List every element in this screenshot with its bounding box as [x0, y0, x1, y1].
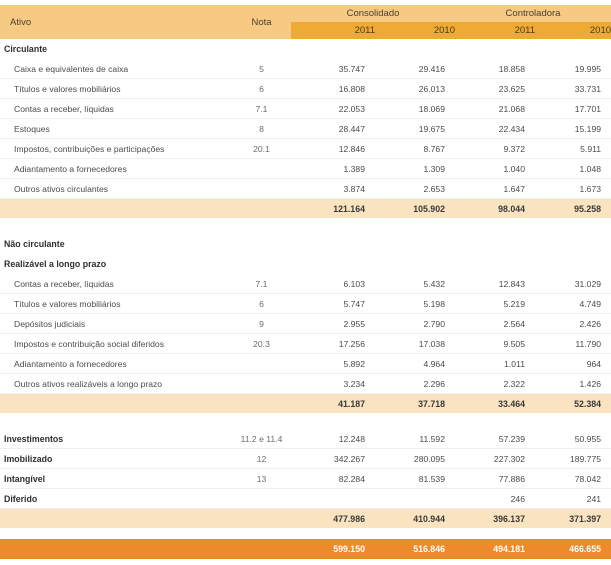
- row-value-1: 2.296: [375, 374, 455, 394]
- row-value-0: 16.808: [291, 79, 375, 99]
- row-label: Impostos e contribuição social diferidos: [0, 334, 232, 354]
- row-value-0: 22.053: [291, 99, 375, 119]
- row-label: Outros ativos realizáveis a longo prazo: [0, 374, 232, 394]
- row-value-0: 5.747: [291, 294, 375, 314]
- row-nota: 12: [232, 449, 291, 469]
- row-value-3: 5.911: [535, 139, 611, 159]
- row-value-2: 77.886: [455, 469, 535, 489]
- row-value-3: 964: [535, 354, 611, 374]
- row-value-2: 12.843: [455, 274, 535, 294]
- table-row: [0, 334, 611, 354]
- row-value-0: 3.874: [291, 179, 375, 199]
- subtotal-label: [0, 509, 232, 529]
- table-row: [0, 139, 611, 159]
- row-value-1: 18.069: [375, 99, 455, 119]
- row-value-3: 1.673: [535, 179, 611, 199]
- row-value-2: 2.322: [455, 374, 535, 394]
- table-row: [0, 294, 611, 314]
- row-nota: 7.1: [232, 99, 291, 119]
- section-title-row: [0, 234, 611, 254]
- row-value-3: 19.995: [535, 59, 611, 79]
- subtotal-row: [0, 199, 611, 219]
- row-value-1: 2.653: [375, 179, 455, 199]
- row-nota: [232, 374, 291, 394]
- row-value-2: 18.858: [455, 59, 535, 79]
- row-label: Caixa e equivalentes de caixa: [0, 59, 232, 79]
- grand-total-wrap: [0, 539, 611, 559]
- row-value-1: 1.309: [375, 159, 455, 179]
- row-value-1: 11.592: [375, 429, 455, 449]
- row-value-1: 8.767: [375, 139, 455, 159]
- header-group-controladora: Controladora: [455, 5, 611, 22]
- row-value-3: 11.790: [535, 334, 611, 354]
- row-label: Contas a receber, líquidas: [0, 99, 232, 119]
- section-spacer-cell: [0, 218, 611, 234]
- row-value-3: 241: [535, 489, 611, 509]
- row-value-0: [291, 489, 375, 509]
- row-value-1: 81.539: [375, 469, 455, 489]
- row-value-1: 17.038: [375, 334, 455, 354]
- row-nota: 6: [232, 294, 291, 314]
- row-nota: 5: [232, 59, 291, 79]
- row-value-1: 19.675: [375, 119, 455, 139]
- row-value-0: 12.846: [291, 139, 375, 159]
- subtotal-nota: [232, 199, 291, 219]
- grand-total-row: [0, 539, 611, 559]
- row-label: Diferido: [0, 489, 232, 509]
- table-row: [0, 159, 611, 179]
- subtotal-nota: [232, 394, 291, 414]
- row-value-2: 246: [455, 489, 535, 509]
- row-nota: 11.2 e 11.4: [232, 429, 291, 449]
- row-label: Impostos, contribuições e participações: [0, 139, 232, 159]
- row-nota: [232, 159, 291, 179]
- subtotal-nota: [232, 509, 291, 529]
- row-label: Adiantamento a fornecedores: [0, 354, 232, 374]
- table-row: [0, 99, 611, 119]
- row-value-2: 9.505: [455, 334, 535, 354]
- row-value-2: 9.372: [455, 139, 535, 159]
- row-value-2: 22.434: [455, 119, 535, 139]
- row-value-3: 1.426: [535, 374, 611, 394]
- subtotal-value-3: 52.384: [535, 394, 611, 414]
- table-row: [0, 449, 611, 469]
- row-nota: 13: [232, 469, 291, 489]
- row-value-0: 17.256: [291, 334, 375, 354]
- subtotal-value-1: 410.944: [375, 509, 455, 529]
- subtotal-label: [0, 199, 232, 219]
- table-row: [0, 374, 611, 394]
- row-nota: [232, 179, 291, 199]
- subtotal-value-2: 33.464: [455, 394, 535, 414]
- table-row: [0, 119, 611, 139]
- row-value-2: 1.647: [455, 179, 535, 199]
- header-year-controladora-2011: 2011: [455, 22, 535, 39]
- subtotal-label: [0, 394, 232, 414]
- row-value-3: 31.029: [535, 274, 611, 294]
- row-value-2: 23.625: [455, 79, 535, 99]
- header-year-consolidado-2011: 2011: [291, 22, 375, 39]
- row-value-0: 12.248: [291, 429, 375, 449]
- row-nota: 7.1: [232, 274, 291, 294]
- row-value-3: 50.955: [535, 429, 611, 449]
- table-row: [0, 354, 611, 374]
- table-row: [0, 314, 611, 334]
- section-spacer-cell: [0, 413, 611, 429]
- row-value-2: 2.564: [455, 314, 535, 334]
- row-value-3: 17.701: [535, 99, 611, 119]
- row-value-2: 227.302: [455, 449, 535, 469]
- row-label: Estoques: [0, 119, 232, 139]
- header-group-row: [0, 5, 611, 22]
- row-value-0: 5.892: [291, 354, 375, 374]
- table-row: [0, 429, 611, 449]
- subtotal-value-1: 37.718: [375, 394, 455, 414]
- header-year-controladora-2010: 2010: [535, 22, 611, 39]
- row-value-3: 78.042: [535, 469, 611, 489]
- grand-total-controladora-2011: 494.181: [455, 539, 535, 559]
- row-label: Contas a receber, líquidas: [0, 274, 232, 294]
- row-value-3: 189.775: [535, 449, 611, 469]
- row-value-2: 57.239: [455, 429, 535, 449]
- row-value-3: 2.426: [535, 314, 611, 334]
- row-value-2: 1.040: [455, 159, 535, 179]
- row-label: Depósitos judiciais: [0, 314, 232, 334]
- section-spacer: [0, 218, 611, 234]
- row-value-1: 26.013: [375, 79, 455, 99]
- table-row: [0, 469, 611, 489]
- header-cell-ativo: Ativo: [0, 5, 232, 39]
- grand-total-label: [0, 539, 232, 559]
- row-nota: [232, 354, 291, 374]
- row-value-1: 5.198: [375, 294, 455, 314]
- table-row: [0, 274, 611, 294]
- section-title: Circulante: [0, 39, 611, 59]
- row-nota: 6: [232, 79, 291, 99]
- grand-total-consolidado-2011: 599.150: [291, 539, 375, 559]
- subtotal-value-0: 121.164: [291, 199, 375, 219]
- row-value-1: 29.416: [375, 59, 455, 79]
- row-value-1: 280.095: [375, 449, 455, 469]
- row-value-3: 15.199: [535, 119, 611, 139]
- grand-total-consolidado-2010: 516.846: [375, 539, 455, 559]
- section-title: Não circulante: [0, 234, 611, 254]
- header-cell-nota: Nota: [232, 5, 291, 39]
- section-title-row: [0, 39, 611, 59]
- subtotal-value-3: 95.258: [535, 199, 611, 219]
- subtotal-value-2: 98.044: [455, 199, 535, 219]
- row-nota: 8: [232, 119, 291, 139]
- subtotal-value-3: 371.397: [535, 509, 611, 529]
- row-value-0: 3.234: [291, 374, 375, 394]
- row-value-1: 4.964: [375, 354, 455, 374]
- table-row: [0, 489, 611, 509]
- row-nota: 20.1: [232, 139, 291, 159]
- section-subtitle: Realizável a longo prazo: [0, 254, 611, 274]
- table-row: [0, 79, 611, 99]
- table-row: [0, 59, 611, 79]
- row-label: Títulos e valores mobiliários: [0, 294, 232, 314]
- row-label: Títulos e valores mobiliários: [0, 79, 232, 99]
- table-header: [0, 0, 611, 39]
- row-value-1: 2.790: [375, 314, 455, 334]
- section-spacer: [0, 413, 611, 429]
- row-label: Intangível: [0, 469, 232, 489]
- row-value-2: 21.068: [455, 99, 535, 119]
- subtotal-row: [0, 394, 611, 414]
- subtotal-value-0: 477.986: [291, 509, 375, 529]
- row-value-0: 6.103: [291, 274, 375, 294]
- header-year-consolidado-2010: 2010: [375, 22, 455, 39]
- table-body: [0, 39, 611, 528]
- subtotal-row: [0, 509, 611, 529]
- row-value-0: 342.267: [291, 449, 375, 469]
- row-value-1: [375, 489, 455, 509]
- row-nota: 9: [232, 314, 291, 334]
- row-label: Imobilizado: [0, 449, 232, 469]
- table-row: [0, 179, 611, 199]
- row-value-0: 1.389: [291, 159, 375, 179]
- grand-total-nota: [232, 539, 291, 559]
- row-label: Adiantamento a fornecedores: [0, 159, 232, 179]
- row-nota: [232, 489, 291, 509]
- subtotal-value-1: 105.902: [375, 199, 455, 219]
- grand-total-controladora-2010: 466.655: [535, 539, 611, 559]
- row-value-1: 5.432: [375, 274, 455, 294]
- subtotal-value-2: 396.137: [455, 509, 535, 529]
- row-value-2: 1.011: [455, 354, 535, 374]
- grand-total-table: [0, 539, 611, 559]
- row-value-3: 1.048: [535, 159, 611, 179]
- row-value-0: 82.284: [291, 469, 375, 489]
- subtotal-value-0: 41.187: [291, 394, 375, 414]
- row-value-0: 35.747: [291, 59, 375, 79]
- row-value-3: 4.749: [535, 294, 611, 314]
- header-group-consolidado: Consolidado: [291, 5, 455, 22]
- section-subtitle-row: [0, 254, 611, 274]
- row-nota: 20.3: [232, 334, 291, 354]
- row-value-0: 2.955: [291, 314, 375, 334]
- row-value-2: 5.219: [455, 294, 535, 314]
- row-value-0: 28.447: [291, 119, 375, 139]
- row-label: Investimentos: [0, 429, 232, 449]
- row-value-3: 33.731: [535, 79, 611, 99]
- row-label: Outros ativos circulantes: [0, 179, 232, 199]
